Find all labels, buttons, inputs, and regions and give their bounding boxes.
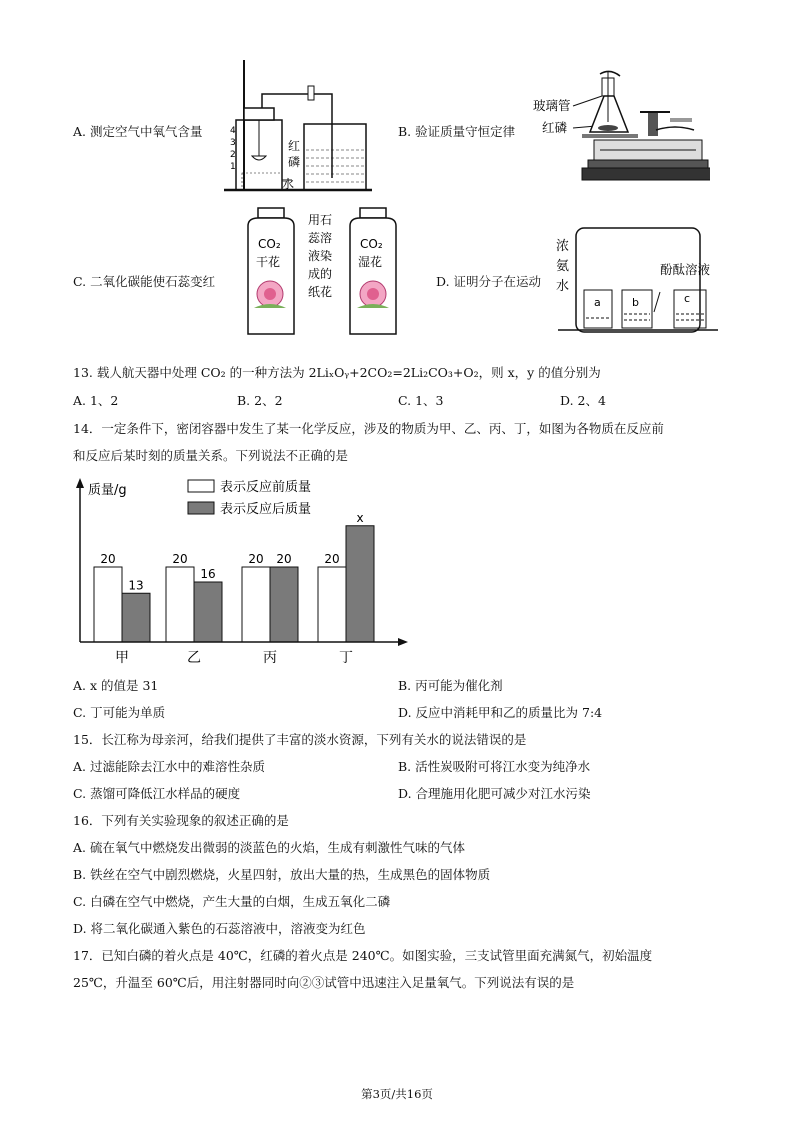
label-ammonia-2: 氨 [556,259,570,274]
q14-option-a: A. x 的值是 31 [73,678,159,693]
scale-4: 4 [230,126,236,136]
q16-option-c: C. 白磷在空气中燃烧，产生大量的白烟，生成五氧化二磷 [73,894,391,909]
data-label-after-2: 20 [276,552,292,566]
q14-stem-line1: 14．一定条件下，密闭容器中发生了某一化学反应，涉及的物质为甲、乙、丙、丁，如图为各物质在反应前 [73,421,664,436]
left-jar-co2: CO₂ [258,237,281,251]
left-jar-dry-flower: 干花 [256,255,281,269]
label-red-phosphorus-2: 磷 [288,155,301,169]
bar-before-2 [242,567,270,642]
label-red-phosphorus: 红磷 [542,120,568,135]
middle-text-2: 蕊溶 [308,231,333,245]
q12-option-b: B. 验证质量守恒定律 [398,124,516,139]
bar-before-3 [318,567,346,642]
label-glass-tube: 玻璃管 [533,98,571,113]
q13-option-c: C. 1、3 [398,393,444,408]
beaker-b: b [632,296,639,309]
chart-y-axis-arrow [76,478,84,488]
bar-before-0 [94,567,122,642]
q16-option-a: A. 硫在氧气中燃烧发出微弱的淡蓝色的火焰，生成有刺激性气味的气体 [73,840,465,855]
mass-bar-chart [68,476,418,664]
middle-text-5: 纸花 [308,285,333,299]
figure-balance-apparatus [530,66,710,190]
label-ammonia-1: 浓 [556,239,570,254]
page-footer: 第3页/共16页 [361,1087,433,1101]
category-label-1: 乙 [187,650,201,664]
bar-after-0 [122,593,150,642]
middle-text-1: 用石 [308,213,333,227]
label-water: 水 [282,177,295,191]
q17-line2: 25℃，升温至 60℃后，用注射器同时向②③试管中迅速注入足量氧气。下列说法有误的是 [73,975,575,990]
category-label-0: 甲 [115,650,129,664]
q17-line1: 17．已知白磷的着火点是 40℃，红磷的着火点是 240℃。如图实验，三支试管里面充满氮气，初始温度 [73,948,653,963]
legend-label-0: 表示反应前质量 [220,480,312,495]
middle-text-3: 液染 [308,249,333,263]
label-ammonia-3: 水 [556,279,570,294]
figure-molecule-motion [550,222,725,334]
q12-option-c: C. 二氧化碳能使石蕊变红 [73,274,216,289]
category-label-3: 丁 [339,650,353,664]
label-phenolphthalein: 酚酞溶液 [660,262,711,277]
q13-stem: 13. 载人航天器中处理 CO₂ 的一种方法为 2LiₓOᵧ+2CO₂=2Li₂CO₃+O₂，则 x，y 的值分别为 [73,365,601,380]
bar-before-1 [166,567,194,642]
data-label-after-1: 16 [200,567,216,581]
q16-stem: 16．下列有关实验现象的叙述正确的是 [73,813,289,828]
data-label-before-2: 20 [248,552,264,566]
data-label-before-1: 20 [172,552,188,566]
q15-stem: 15．长江称为母亲河，给我们提供了丰富的淡水资源，下列有关水的说法错误的是 [73,732,527,747]
legend-label-1: 表示反应后质量 [220,502,312,517]
q16-option-d: D. 将二氧化碳通入紫色的石蕊溶液中，溶液变为红色 [73,921,366,936]
bar-after-1 [194,582,222,642]
data-label-after-3: x [356,510,364,525]
category-label-2: 丙 [263,650,277,664]
q15-option-c: C. 蒸馏可降低江水样品的硬度 [73,786,241,801]
q14-option-b: B. 丙可能为催化剂 [398,678,503,693]
data-label-before-3: 20 [324,552,340,566]
q15-option-a: A. 过滤能除去江水中的难溶性杂质 [73,759,265,774]
q12-option-a: A. 测定空气中氧气含量 [73,124,203,139]
figure-co2-flower-jars [240,204,420,344]
bar-after-2 [270,567,298,642]
scale-3: 3 [230,138,236,148]
beaker-a: a [594,296,601,309]
beaker-c: c [684,292,691,305]
q12-option-d: D. 证明分子在运动 [436,274,542,289]
right-jar-co2: CO₂ [360,237,383,251]
right-jar-wet-flower: 湿花 [358,255,383,269]
q15-option-b: B. 活性炭吸附可将江水变为纯净水 [398,759,591,774]
legend-swatch-0 [188,480,214,492]
q13-option-d: D. 2、4 [560,393,606,408]
q13-option-a: A. 1、2 [73,393,119,408]
q15-option-d: D. 合理施用化肥可减少对江水污染 [398,786,591,801]
middle-text-4: 成的 [308,267,333,281]
data-label-after-0: 13 [128,578,144,593]
q14-option-c: C. 丁可能为单质 [73,705,166,720]
legend-swatch-1 [188,502,214,514]
chart-x-axis-arrow [398,638,408,646]
bar-after-3 [346,526,374,642]
figure-oxygen-content-apparatus [222,58,377,198]
q14-option-d: D. 反应中消耗甲和乙的质量比为 7:4 [398,705,603,720]
q14-stem-line2: 和反应后某时刻的质量关系。下列说法不正确的是 [73,448,349,463]
data-label-before-0: 20 [100,552,116,566]
q16-option-b: B. 铁丝在空气中剧烈燃烧，火星四射，放出大量的热，生成黑色的固体物质 [73,867,491,882]
chart-ylabel: 质量/g [88,483,127,498]
scale-1: 1 [230,162,236,172]
q13-option-b: B. 2、2 [237,393,283,408]
scale-2: 2 [230,150,236,160]
label-red-phosphorus-1: 红 [288,139,301,153]
